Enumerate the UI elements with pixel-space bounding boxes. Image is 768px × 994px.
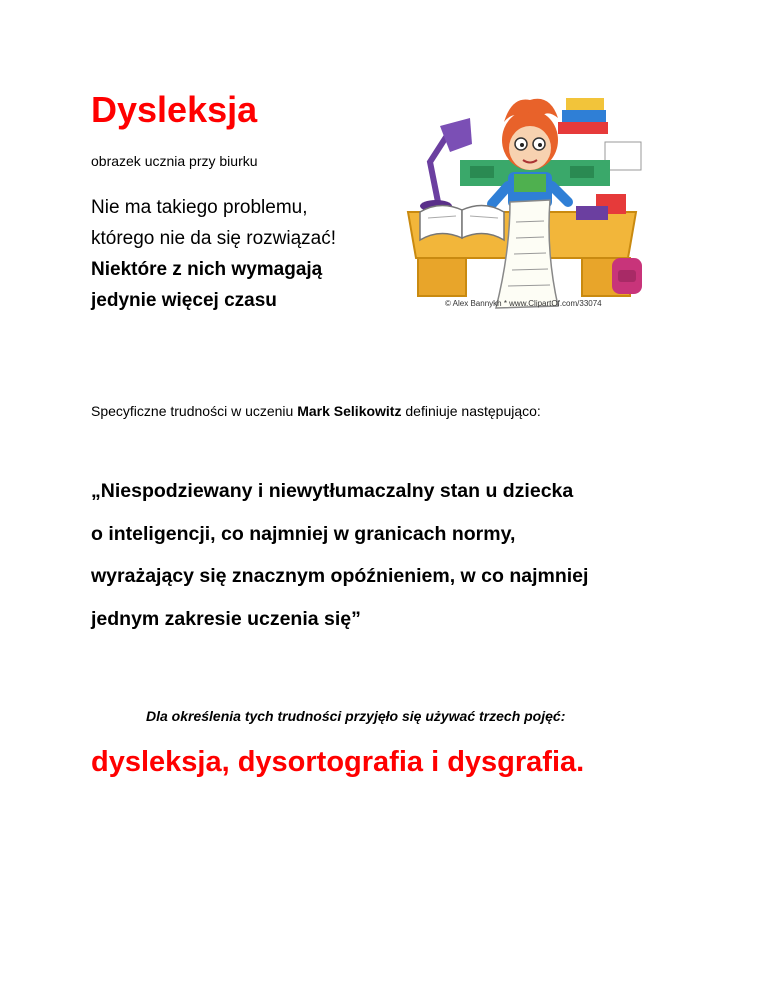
definition-quote (91, 470, 691, 640)
quote-line: o inteligencji, co najmniej w granicach normy, (91, 522, 516, 545)
student-at-desk-illustration (400, 82, 652, 318)
image-credit: © Alex Bannykh * www.ClipartOf.com/33074 (445, 299, 602, 308)
quote-line: jednym zakresie uczenia się” (91, 607, 361, 630)
intro-line: którego nie da się rozwiązać! (91, 228, 337, 249)
page-title: Dysleksja (91, 89, 258, 130)
terms-heading: dysleksja, dysortografia i dysgrafia. (91, 746, 585, 778)
books-stack-icon (558, 98, 641, 170)
intro-paragraph (91, 192, 391, 316)
terms-intro: Dla określenia tych trudności przyjęło się używać trzech pojęć: (146, 708, 566, 724)
intro-bold-line: jedynie więcej czasu (91, 290, 277, 311)
backpack-icon (612, 258, 642, 294)
definition-intro-text: definiuje następująco: (401, 403, 541, 419)
definition-author: Mark Selikowitz (297, 403, 402, 419)
intro-line: Nie ma takiego problemu, (91, 197, 308, 218)
definition-intro-text: Specyficzne trudności w uczeniu (91, 403, 298, 419)
intro-bold-line: Niektóre z nich wymagają (91, 259, 323, 280)
open-book-icon (420, 205, 504, 240)
quote-line: wyrażający się znacznym opóźnieniem, w co najmniej (91, 565, 589, 587)
boy-figure-icon (492, 99, 568, 208)
quote-line: „Niespodziewany i niewytłumaczalny stan u dziecka (91, 480, 574, 502)
image-caption: obrazek ucznia przy biurku (91, 153, 258, 169)
definition-intro (91, 401, 541, 421)
